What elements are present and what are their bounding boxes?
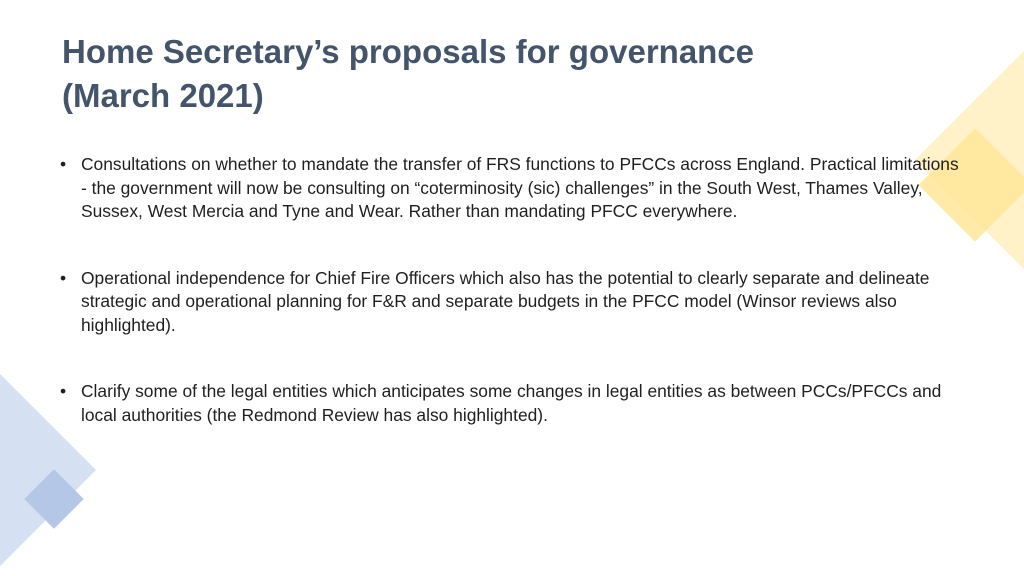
bullet-list bbox=[60, 153, 965, 427]
bullet-item bbox=[60, 153, 965, 224]
bullet-text: Clarify some of the legal entities which anticipates some changes in legal entities as between PCCs/PFCCs and local authorities (the Redmond Review has also highlighted). bbox=[81, 381, 942, 425]
title-line-2: (March 2021) bbox=[62, 77, 264, 114]
bullet-dot-icon: • bbox=[60, 381, 67, 401]
bullet-item bbox=[60, 380, 965, 427]
slide-title bbox=[62, 30, 882, 118]
bullet-item bbox=[60, 267, 965, 338]
title-line-1: Home Secretary’s proposals for governance bbox=[62, 33, 755, 70]
bullet-dot-icon: • bbox=[60, 267, 67, 288]
bullet-dot-icon: • bbox=[60, 154, 67, 174]
bullet-text: Consultations on whether to mandate the transfer of FRS functions to PFCCs across England. Practical limitations - the government will now be consulting on “coterminosity (sic) challenges” in the South West, Thames Valley, Sussex, West Mercia and Tyne and Wear. Rather than mandating PFCC everywhere. bbox=[81, 154, 959, 221]
bullet-text: Operational independence for Chief Fire Officers which also has the potential to clearly separate and delineate strategic and operational planning for F&R and separate budgets in the PFCC model (Winsor reviews also highlighted). bbox=[81, 267, 930, 335]
